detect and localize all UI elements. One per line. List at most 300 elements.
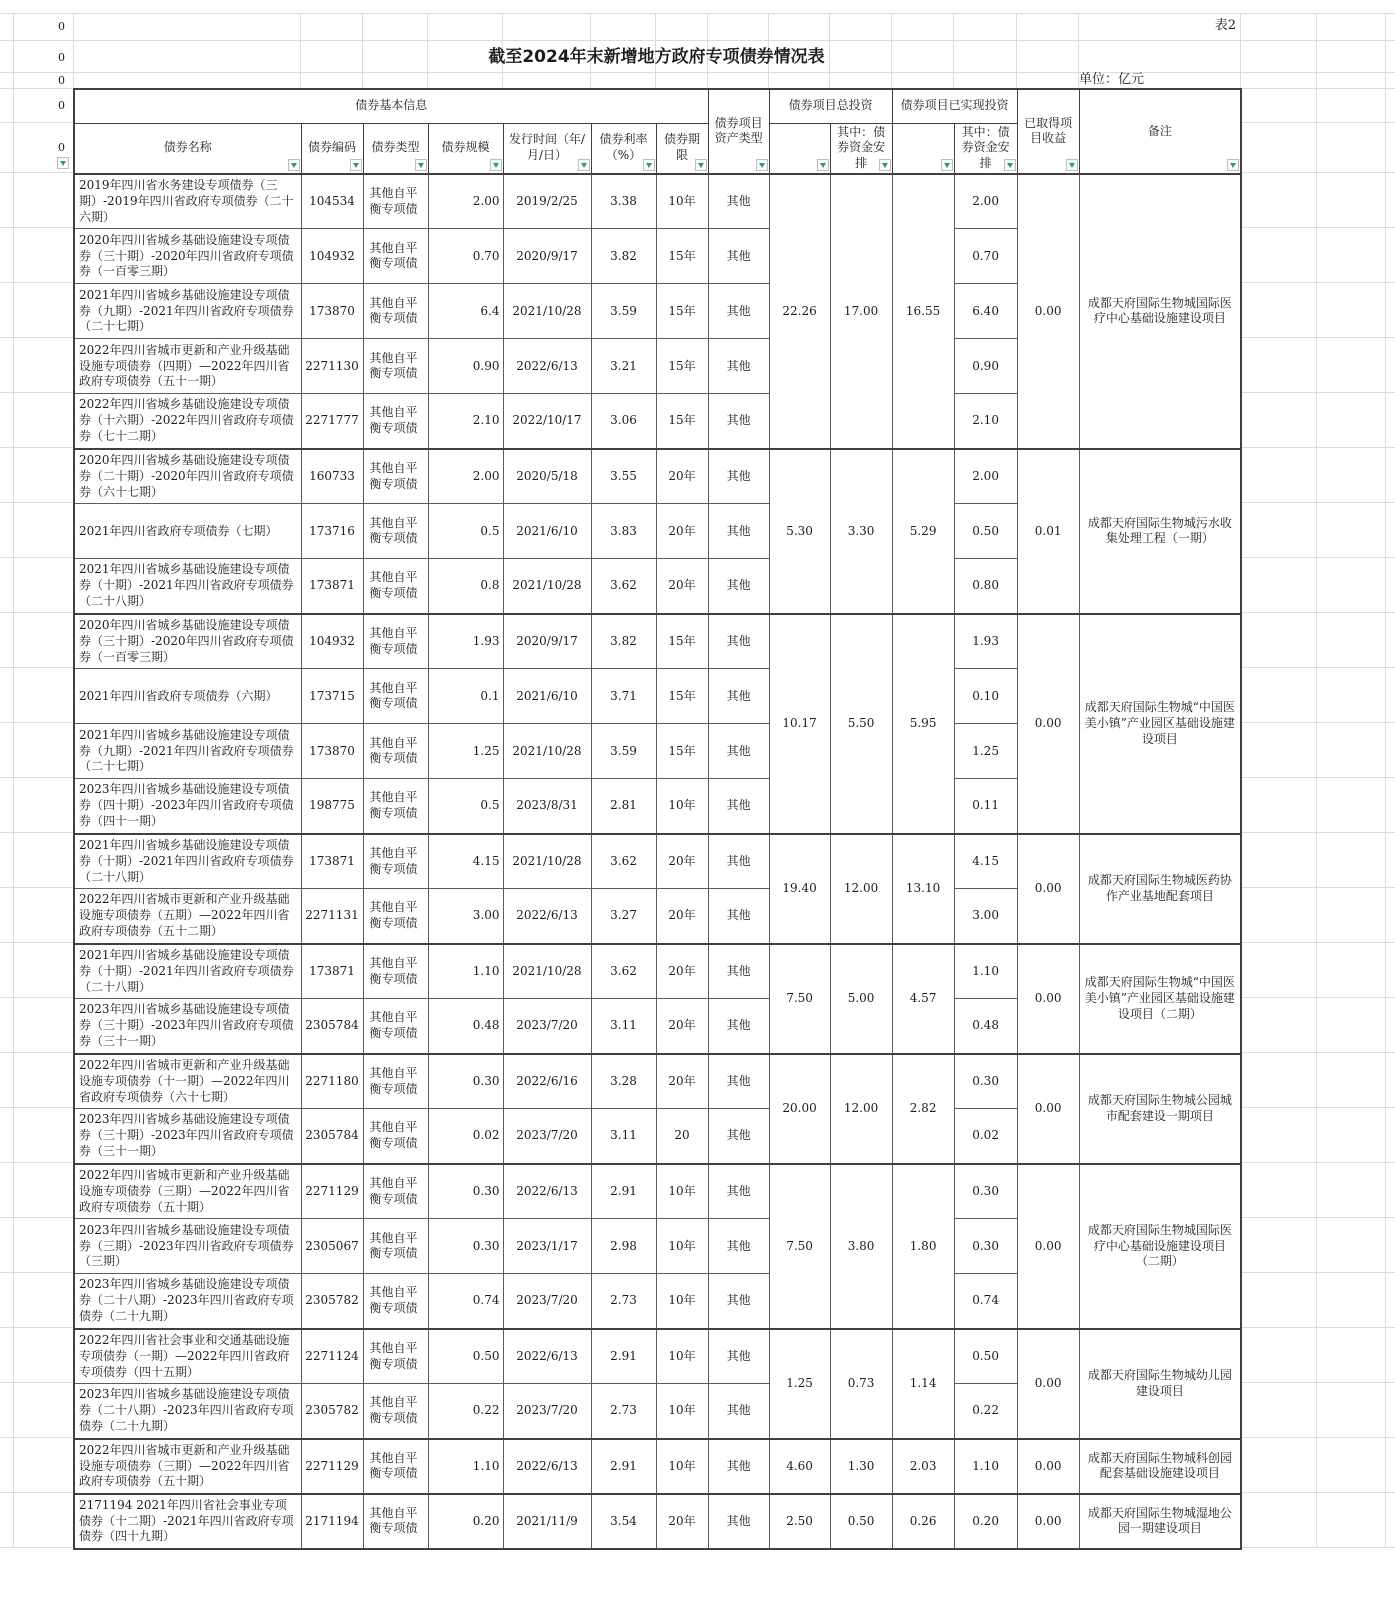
cell-asset-type[interactable]: 其他 [708,394,769,449]
cell-realized-bond-arrangement[interactable]: 1.93 [954,614,1017,669]
cell-total-bond-arrangement[interactable]: 12.00 [830,1054,892,1164]
cell-bond-name[interactable]: 2171194 2021年四川省社会事业专项债券（十二期）-2021年四川省政府专项债券（四十九期） [74,1494,301,1549]
cell-total-investment[interactable]: 19.40 [769,834,830,944]
cell-bond-rate[interactable]: 2.91 [591,1329,656,1384]
filter-dropdown-icon[interactable] [941,159,953,171]
cell-issue-date[interactable]: 2022/6/16 [503,1054,591,1109]
cell-issue-date[interactable]: 2023/1/17 [503,1219,591,1274]
cell-bond-name[interactable]: 2023年四川省城乡基础设施建设专项债券（二十八期）-2023年四川省政府专项债券（二十九期） [74,1384,301,1439]
cell-bond-type[interactable]: 其他自平衡专项债 [363,229,428,284]
cell-bond-term[interactable]: 15年 [656,284,708,339]
filter-dropdown-icon[interactable] [817,159,829,171]
cell-asset-type[interactable]: 其他 [708,339,769,394]
left-column-cell[interactable]: 0 [58,140,65,154]
header-bond-rate[interactable] [591,123,656,174]
cell-total-investment[interactable]: 2.50 [769,1494,830,1549]
cell-bond-code[interactable]: 173870 [301,724,363,779]
cell-project-income[interactable]: 0.00 [1017,1494,1079,1549]
cell-bond-type[interactable]: 其他自平衡专项债 [363,1219,428,1274]
cell-project-income[interactable]: 0.00 [1017,1054,1079,1164]
cell-realized-bond-arrangement[interactable]: 2.00 [954,449,1017,504]
cell-issue-date[interactable]: 2022/6/13 [503,1439,591,1494]
cell-bond-type[interactable]: 其他自平衡专项债 [363,394,428,449]
cell-realized-bond-arrangement[interactable]: 1.25 [954,724,1017,779]
cell-realized-investment[interactable]: 16.55 [892,174,954,449]
cell-bond-type[interactable]: 其他自平衡专项债 [363,724,428,779]
cell-bond-type[interactable]: 其他自平衡专项债 [363,504,428,559]
cell-issue-date[interactable]: 2021/6/10 [503,669,591,724]
cell-asset-type[interactable]: 其他 [708,449,769,504]
filter-dropdown-icon[interactable] [643,159,655,171]
cell-bond-scale[interactable]: 6.4 [428,284,503,339]
cell-bond-code[interactable]: 2271124 [301,1329,363,1384]
cell-bond-name[interactable]: 2022年四川省城市更新和产业升级基础设施专项债券（十一期）—2022年四川省政府专项债券（六十七期） [74,1054,301,1109]
cell-bond-type[interactable]: 其他自平衡专项债 [363,1274,428,1329]
cell-realized-bond-arrangement[interactable]: 1.10 [954,944,1017,999]
cell-realized-bond-arrangement[interactable]: 0.02 [954,1109,1017,1164]
cell-total-bond-arrangement[interactable]: 1.30 [830,1439,892,1494]
cell-bond-rate[interactable]: 2.73 [591,1384,656,1439]
cell-bond-scale[interactable]: 0.1 [428,669,503,724]
cell-bond-name[interactable]: 2022年四川省城市更新和产业升级基础设施专项债券（四期）—2022年四川省政府专项债券（五十一期） [74,339,301,394]
cell-bond-type[interactable]: 其他自平衡专项债 [363,339,428,394]
cell-bond-name[interactable]: 2021年四川省城乡基础设施建设专项债券（十期）-2021年四川省政府专项债券（二十八期） [74,834,301,889]
cell-realized-bond-arrangement[interactable]: 3.00 [954,889,1017,944]
cell-bond-rate[interactable]: 3.11 [591,999,656,1054]
cell-bond-rate[interactable]: 3.82 [591,614,656,669]
cell-total-investment[interactable]: 10.17 [769,614,830,834]
cell-bond-name[interactable]: 2021年四川省政府专项债券（六期） [74,669,301,724]
cell-bond-scale[interactable]: 1.93 [428,614,503,669]
cell-bond-term[interactable]: 20年 [656,834,708,889]
cell-bond-rate[interactable]: 3.59 [591,724,656,779]
header-bond-scale[interactable] [428,123,503,174]
cell-bond-rate[interactable]: 3.38 [591,174,656,229]
header-realized-investment[interactable] [892,89,1017,123]
cell-asset-type[interactable]: 其他 [708,1494,769,1549]
cell-bond-scale[interactable]: 3.00 [428,889,503,944]
cell-asset-type[interactable]: 其他 [708,889,769,944]
cell-total-bond-arrangement[interactable]: 12.00 [830,834,892,944]
cell-bond-scale[interactable]: 1.25 [428,724,503,779]
cell-bond-scale[interactable]: 2.10 [428,394,503,449]
cell-project-income[interactable]: 0.00 [1017,1164,1079,1329]
cell-realized-bond-arrangement[interactable]: 0.30 [954,1164,1017,1219]
cell-bond-code[interactable]: 2305784 [301,1109,363,1164]
cell-issue-date[interactable]: 2022/10/17 [503,394,591,449]
cell-bond-name[interactable]: 2021年四川省城乡基础设施建设专项债券（十期）-2021年四川省政府专项债券（二十八期） [74,559,301,614]
cell-asset-type[interactable]: 其他 [708,174,769,229]
filter-dropdown-icon[interactable] [415,159,427,171]
cell-issue-date[interactable]: 2021/11/9 [503,1494,591,1549]
cell-bond-term[interactable]: 20年 [656,944,708,999]
cell-realized-bond-arrangement[interactable]: 0.80 [954,559,1017,614]
cell-issue-date[interactable]: 2021/10/28 [503,559,591,614]
cell-issue-date[interactable]: 2023/7/20 [503,1109,591,1164]
cell-bond-code[interactable]: 2171194 [301,1494,363,1549]
cell-project-income[interactable]: 0.00 [1017,1329,1079,1439]
cell-total-bond-arrangement[interactable]: 17.00 [830,174,892,449]
cell-total-investment[interactable]: 20.00 [769,1054,830,1164]
cell-bond-scale[interactable]: 0.8 [428,559,503,614]
cell-total-investment[interactable]: 1.25 [769,1329,830,1439]
header-realized-investment-main[interactable] [892,123,954,174]
cell-remark[interactable]: 成都天府国际生物城“中国医美小镇”产业园区基础设施建设项目（二期） [1079,944,1241,1054]
cell-asset-type[interactable]: 其他 [708,779,769,834]
cell-bond-name[interactable]: 2023年四川省城乡基础设施建设专项债券（三期）-2023年四川省政府专项债券（三期） [74,1219,301,1274]
cell-bond-code[interactable]: 173871 [301,559,363,614]
cell-total-bond-arrangement[interactable]: 5.50 [830,614,892,834]
cell-bond-type[interactable]: 其他自平衡专项债 [363,174,428,229]
left-column-cell[interactable]: 0 [58,50,65,64]
cell-issue-date[interactable]: 2022/6/13 [503,339,591,394]
cell-issue-date[interactable]: 2021/10/28 [503,944,591,999]
cell-realized-bond-arrangement[interactable]: 0.90 [954,339,1017,394]
cell-bond-name[interactable]: 2021年四川省城乡基础设施建设专项债券（九期）-2021年四川省政府专项债券（二十七期） [74,724,301,779]
cell-remark[interactable]: 成都天府国际生物城医药协作产业基地配套项目 [1079,834,1241,944]
cell-bond-code[interactable]: 2305782 [301,1384,363,1439]
cell-bond-code[interactable]: 104932 [301,229,363,284]
cell-bond-term[interactable]: 15年 [656,614,708,669]
cell-bond-term[interactable]: 15年 [656,394,708,449]
cell-bond-term[interactable]: 20年 [656,504,708,559]
cell-bond-term[interactable]: 20年 [656,999,708,1054]
cell-realized-investment[interactable]: 2.03 [892,1439,954,1494]
cell-realized-bond-arrangement[interactable]: 6.40 [954,284,1017,339]
cell-bond-rate[interactable]: 3.62 [591,834,656,889]
filter-dropdown-icon[interactable] [350,159,362,171]
cell-bond-code[interactable]: 198775 [301,779,363,834]
cell-bond-code[interactable]: 160733 [301,449,363,504]
cell-bond-type[interactable]: 其他自平衡专项债 [363,559,428,614]
cell-bond-term[interactable]: 20年 [656,1494,708,1549]
filter-dropdown-icon[interactable] [1227,159,1239,171]
cell-realized-bond-arrangement[interactable]: 0.70 [954,229,1017,284]
cell-realized-bond-arrangement[interactable]: 2.00 [954,174,1017,229]
cell-realized-investment[interactable]: 0.26 [892,1494,954,1549]
cell-bond-code[interactable]: 104534 [301,174,363,229]
cell-asset-type[interactable]: 其他 [708,1109,769,1164]
filter-dropdown-icon[interactable] [578,159,590,171]
cell-bond-scale[interactable]: 2.00 [428,174,503,229]
cell-bond-code[interactable]: 173871 [301,834,363,889]
cell-bond-code[interactable]: 2271777 [301,394,363,449]
cell-realized-investment[interactable]: 5.29 [892,449,954,614]
cell-bond-term[interactable]: 15年 [656,229,708,284]
cell-issue-date[interactable]: 2023/7/20 [503,1384,591,1439]
cell-realized-investment[interactable]: 1.80 [892,1164,954,1329]
cell-bond-rate[interactable]: 2.91 [591,1439,656,1494]
cell-remark[interactable]: 成都天府国际生物城科创园配套基础设施建设项目 [1079,1439,1241,1494]
cell-issue-date[interactable]: 2021/6/10 [503,504,591,559]
cell-bond-code[interactable]: 2305784 [301,999,363,1054]
cell-bond-name[interactable]: 2021年四川省城乡基础设施建设专项债券（十期）-2021年四川省政府专项债券（二十八期） [74,944,301,999]
cell-total-investment[interactable]: 7.50 [769,1164,830,1329]
cell-realized-bond-arrangement[interactable]: 0.22 [954,1384,1017,1439]
cell-bond-term[interactable]: 10年 [656,1384,708,1439]
cell-bond-scale[interactable]: 0.02 [428,1109,503,1164]
cell-remark[interactable]: 成都天府国际生物城湿地公园一期建设项目 [1079,1494,1241,1549]
cell-bond-scale[interactable]: 0.5 [428,504,503,559]
cell-asset-type[interactable]: 其他 [708,1164,769,1219]
cell-bond-scale[interactable]: 0.74 [428,1274,503,1329]
cell-realized-investment[interactable]: 5.95 [892,614,954,834]
cell-remark[interactable]: 成都天府国际生物城国际医疗中心基础设施建设项目（二期） [1079,1164,1241,1329]
cell-bond-scale[interactable]: 0.30 [428,1054,503,1109]
filter-dropdown-icon[interactable] [57,157,69,169]
cell-bond-rate[interactable]: 3.28 [591,1054,656,1109]
cell-bond-rate[interactable]: 3.71 [591,669,656,724]
cell-bond-term[interactable]: 10年 [656,174,708,229]
cell-bond-scale[interactable]: 0.30 [428,1219,503,1274]
cell-bond-term[interactable]: 20年 [656,449,708,504]
cell-bond-rate[interactable]: 3.62 [591,944,656,999]
cell-realized-bond-arrangement[interactable]: 2.10 [954,394,1017,449]
cell-asset-type[interactable]: 其他 [708,614,769,669]
cell-realized-bond-arrangement[interactable]: 0.11 [954,779,1017,834]
cell-bond-term[interactable]: 10年 [656,1219,708,1274]
cell-remark[interactable]: 成都天府国际生物城“中国医美小镇”产业园区基础设施建设项目 [1079,614,1241,834]
cell-realized-investment[interactable]: 1.14 [892,1329,954,1439]
cell-total-bond-arrangement[interactable]: 0.50 [830,1494,892,1549]
cell-asset-type[interactable]: 其他 [708,1329,769,1384]
cell-issue-date[interactable]: 2021/10/28 [503,284,591,339]
cell-bond-name[interactable]: 2020年四川省城乡基础设施建设专项债券（三十期）-2020年四川省政府专项债券（一百零三期） [74,229,301,284]
cell-bond-rate[interactable]: 2.91 [591,1164,656,1219]
cell-total-bond-arrangement[interactable]: 5.00 [830,944,892,1054]
cell-bond-name[interactable]: 2023年四川省城乡基础设施建设专项债券（三十期）-2023年四川省政府专项债券（三十一期） [74,1109,301,1164]
cell-bond-type[interactable]: 其他自平衡专项债 [363,834,428,889]
cell-bond-name[interactable]: 2020年四川省城乡基础设施建设专项债券（二十期）-2020年四川省政府专项债券（六十七期） [74,449,301,504]
cell-bond-code[interactable]: 173871 [301,944,363,999]
header-total-bond-arrangement[interactable] [830,123,892,174]
cell-remark[interactable]: 成都天府国际生物城污水收集处理工程（一期） [1079,449,1241,614]
cell-bond-code[interactable]: 2271131 [301,889,363,944]
cell-issue-date[interactable]: 2020/9/17 [503,614,591,669]
cell-bond-code[interactable]: 173870 [301,284,363,339]
cell-bond-rate[interactable]: 2.73 [591,1274,656,1329]
cell-bond-scale[interactable]: 0.30 [428,1164,503,1219]
cell-bond-code[interactable]: 173716 [301,504,363,559]
cell-bond-rate[interactable]: 3.83 [591,504,656,559]
header-bond-basic-info[interactable] [74,89,708,123]
cell-bond-name[interactable]: 2023年四川省城乡基础设施建设专项债券（四十期）-2023年四川省政府专项债券（四十一期） [74,779,301,834]
cell-bond-type[interactable]: 其他自平衡专项债 [363,1384,428,1439]
cell-bond-term[interactable]: 10年 [656,1164,708,1219]
cell-bond-scale[interactable]: 0.90 [428,339,503,394]
filter-dropdown-icon[interactable] [490,159,502,171]
filter-dropdown-icon[interactable] [1004,159,1016,171]
cell-asset-type[interactable]: 其他 [708,1439,769,1494]
cell-bond-name[interactable]: 2020年四川省城乡基础设施建设专项债券（三十期）-2020年四川省政府专项债券（一百零三期） [74,614,301,669]
cell-bond-type[interactable]: 其他自平衡专项债 [363,284,428,339]
cell-issue-date[interactable]: 2021/10/28 [503,724,591,779]
cell-asset-type[interactable]: 其他 [708,999,769,1054]
cell-asset-type[interactable]: 其他 [708,284,769,339]
cell-total-bond-arrangement[interactable]: 3.30 [830,449,892,614]
cell-bond-rate[interactable]: 3.59 [591,284,656,339]
cell-total-investment[interactable]: 7.50 [769,944,830,1054]
cell-realized-bond-arrangement[interactable]: 0.30 [954,1054,1017,1109]
left-column-cell[interactable]: 0 [58,98,65,112]
cell-bond-rate[interactable]: 3.27 [591,889,656,944]
cell-bond-scale[interactable]: 1.10 [428,1439,503,1494]
cell-asset-type[interactable]: 其他 [708,724,769,779]
cell-issue-date[interactable]: 2023/8/31 [503,779,591,834]
cell-realized-investment[interactable]: 2.82 [892,1054,954,1164]
cell-asset-type[interactable]: 其他 [708,1274,769,1329]
cell-bond-type[interactable]: 其他自平衡专项债 [363,944,428,999]
cell-bond-code[interactable]: 2271129 [301,1439,363,1494]
header-realized-bond-arrangement[interactable] [954,123,1017,174]
cell-asset-type[interactable]: 其他 [708,669,769,724]
cell-bond-type[interactable]: 其他自平衡专项债 [363,889,428,944]
cell-issue-date[interactable]: 2022/6/13 [503,889,591,944]
cell-bond-rate[interactable]: 3.54 [591,1494,656,1549]
cell-bond-type[interactable]: 其他自平衡专项债 [363,1054,428,1109]
header-project-income[interactable] [1017,89,1079,174]
cell-bond-type[interactable]: 其他自平衡专项债 [363,999,428,1054]
cell-bond-term[interactable]: 10年 [656,779,708,834]
cell-bond-rate[interactable]: 3.21 [591,339,656,394]
cell-project-income[interactable]: 0.00 [1017,834,1079,944]
cell-bond-rate[interactable]: 3.62 [591,559,656,614]
cell-bond-rate[interactable]: 3.55 [591,449,656,504]
header-total-investment-main[interactable] [769,123,830,174]
cell-bond-name[interactable]: 2022年四川省城市更新和产业升级基础设施专项债券（三期）—2022年四川省政府专项债券（五十期） [74,1164,301,1219]
cell-asset-type[interactable]: 其他 [708,1219,769,1274]
cell-bond-type[interactable]: 其他自平衡专项债 [363,614,428,669]
cell-bond-scale[interactable]: 0.70 [428,229,503,284]
cell-project-income[interactable]: 0.00 [1017,944,1079,1054]
filter-dropdown-icon[interactable] [695,159,707,171]
cell-bond-term[interactable]: 20年 [656,1054,708,1109]
cell-project-income[interactable]: 0.01 [1017,449,1079,614]
cell-bond-rate[interactable]: 2.98 [591,1219,656,1274]
cell-bond-term[interactable]: 20年 [656,559,708,614]
cell-bond-name[interactable]: 2022年四川省城市更新和产业升级基础设施专项债券（三期）—2022年四川省政府专项债券（五十期） [74,1439,301,1494]
header-bond-type[interactable] [363,123,428,174]
cell-bond-scale[interactable]: 0.50 [428,1329,503,1384]
cell-bond-code[interactable]: 173715 [301,669,363,724]
cell-total-bond-arrangement[interactable]: 0.73 [830,1329,892,1439]
cell-bond-term[interactable]: 10年 [656,1329,708,1384]
cell-realized-bond-arrangement[interactable]: 4.15 [954,834,1017,889]
cell-bond-name[interactable]: 2022年四川省城市更新和产业升级基础设施专项债券（五期）—2022年四川省政府专项债券（五十二期） [74,889,301,944]
cell-issue-date[interactable]: 2022/6/13 [503,1164,591,1219]
cell-issue-date[interactable]: 2021/10/28 [503,834,591,889]
cell-bond-term[interactable]: 15年 [656,669,708,724]
cell-issue-date[interactable]: 2020/5/18 [503,449,591,504]
header-bond-name[interactable] [74,123,301,174]
header-total-investment[interactable] [769,89,892,123]
cell-bond-scale[interactable]: 4.15 [428,834,503,889]
cell-bond-name[interactable]: 2021年四川省城乡基础设施建设专项债券（九期）-2021年四川省政府专项债券（二十七期） [74,284,301,339]
left-column-cell[interactable]: 0 [58,73,65,87]
cell-issue-date[interactable]: 2022/6/13 [503,1329,591,1384]
cell-bond-code[interactable]: 104932 [301,614,363,669]
cell-bond-name[interactable]: 2022年四川省社会事业和交通基础设施专项债券（一期）—2022年四川省政府专项债券（四十五期） [74,1329,301,1384]
cell-asset-type[interactable]: 其他 [708,1384,769,1439]
header-bond-term[interactable] [656,123,708,174]
cell-total-investment[interactable]: 22.26 [769,174,830,449]
cell-project-income[interactable]: 0.00 [1017,174,1079,449]
cell-bond-type[interactable]: 其他自平衡专项债 [363,449,428,504]
cell-bond-name[interactable]: 2022年四川省城乡基础设施建设专项债券（十六期）-2022年四川省政府专项债券（七十二期） [74,394,301,449]
cell-bond-term[interactable]: 15年 [656,724,708,779]
cell-realized-investment[interactable]: 4.57 [892,944,954,1054]
filter-dropdown-icon[interactable] [879,159,891,171]
cell-bond-rate[interactable]: 3.11 [591,1109,656,1164]
cell-remark[interactable]: 成都天府国际生物城幼儿园建设项目 [1079,1329,1241,1439]
cell-bond-scale[interactable]: 0.5 [428,779,503,834]
filter-dropdown-icon[interactable] [1066,159,1078,171]
cell-realized-bond-arrangement[interactable]: 0.50 [954,1329,1017,1384]
cell-realized-bond-arrangement[interactable]: 1.10 [954,1439,1017,1494]
cell-bond-type[interactable]: 其他自平衡专项债 [363,1164,428,1219]
cell-issue-date[interactable]: 2019/2/25 [503,174,591,229]
cell-asset-type[interactable]: 其他 [708,1054,769,1109]
cell-total-bond-arrangement[interactable]: 3.80 [830,1164,892,1329]
cell-project-income[interactable]: 0.00 [1017,614,1079,834]
cell-project-income[interactable]: 0.00 [1017,1439,1079,1494]
cell-asset-type[interactable]: 其他 [708,834,769,889]
cell-bond-scale[interactable]: 1.10 [428,944,503,999]
cell-bond-scale[interactable]: 0.48 [428,999,503,1054]
cell-bond-code[interactable]: 2305782 [301,1274,363,1329]
left-column-cell[interactable]: 0 [58,19,65,33]
cell-bond-term[interactable]: 20 [656,1109,708,1164]
cell-realized-bond-arrangement[interactable]: 0.48 [954,999,1017,1054]
cell-bond-rate[interactable]: 3.82 [591,229,656,284]
cell-realized-bond-arrangement[interactable]: 0.74 [954,1274,1017,1329]
cell-bond-code[interactable]: 2271180 [301,1054,363,1109]
header-bond-code[interactable] [301,123,363,174]
cell-realized-bond-arrangement[interactable]: 0.50 [954,504,1017,559]
cell-bond-term[interactable]: 10年 [656,1274,708,1329]
cell-bond-term[interactable]: 10年 [656,1439,708,1494]
cell-realized-bond-arrangement[interactable]: 0.30 [954,1219,1017,1274]
cell-bond-type[interactable]: 其他自平衡专项债 [363,1494,428,1549]
cell-issue-date[interactable]: 2023/7/20 [503,999,591,1054]
header-remark[interactable] [1079,89,1241,174]
cell-realized-bond-arrangement[interactable]: 0.10 [954,669,1017,724]
cell-bond-rate[interactable]: 3.06 [591,394,656,449]
cell-bond-term[interactable]: 20年 [656,889,708,944]
cell-bond-name[interactable]: 2023年四川省城乡基础设施建设专项债券（二十八期）-2023年四川省政府专项债券（二十九期） [74,1274,301,1329]
cell-total-investment[interactable]: 5.30 [769,449,830,614]
cell-remark[interactable]: 成都天府国际生物城国际医疗中心基础设施建设项目 [1079,174,1241,449]
cell-bond-code[interactable]: 2271130 [301,339,363,394]
cell-asset-type[interactable]: 其他 [708,944,769,999]
cell-asset-type[interactable]: 其他 [708,504,769,559]
cell-bond-name[interactable]: 2023年四川省城乡基础设施建设专项债券（三十期）-2023年四川省政府专项债券（三十一期） [74,999,301,1054]
cell-bond-rate[interactable]: 2.81 [591,779,656,834]
cell-issue-date[interactable]: 2023/7/20 [503,1274,591,1329]
cell-bond-type[interactable]: 其他自平衡专项债 [363,1109,428,1164]
cell-bond-type[interactable]: 其他自平衡专项债 [363,1439,428,1494]
filter-dropdown-icon[interactable] [288,159,300,171]
cell-bond-name[interactable]: 2019年四川省水务建设专项债券（三期）-2019年四川省政府专项债券（二十六期） [74,174,301,229]
cell-bond-term[interactable]: 15年 [656,339,708,394]
cell-issue-date[interactable]: 2020/9/17 [503,229,591,284]
cell-realized-investment[interactable]: 13.10 [892,834,954,944]
cell-remark[interactable]: 成都天府国际生物城公园城市配套建设一期项目 [1079,1054,1241,1164]
cell-total-investment[interactable]: 4.60 [769,1439,830,1494]
cell-bond-scale[interactable]: 0.22 [428,1384,503,1439]
cell-bond-type[interactable]: 其他自平衡专项债 [363,779,428,834]
filter-dropdown-icon[interactable] [756,159,768,171]
